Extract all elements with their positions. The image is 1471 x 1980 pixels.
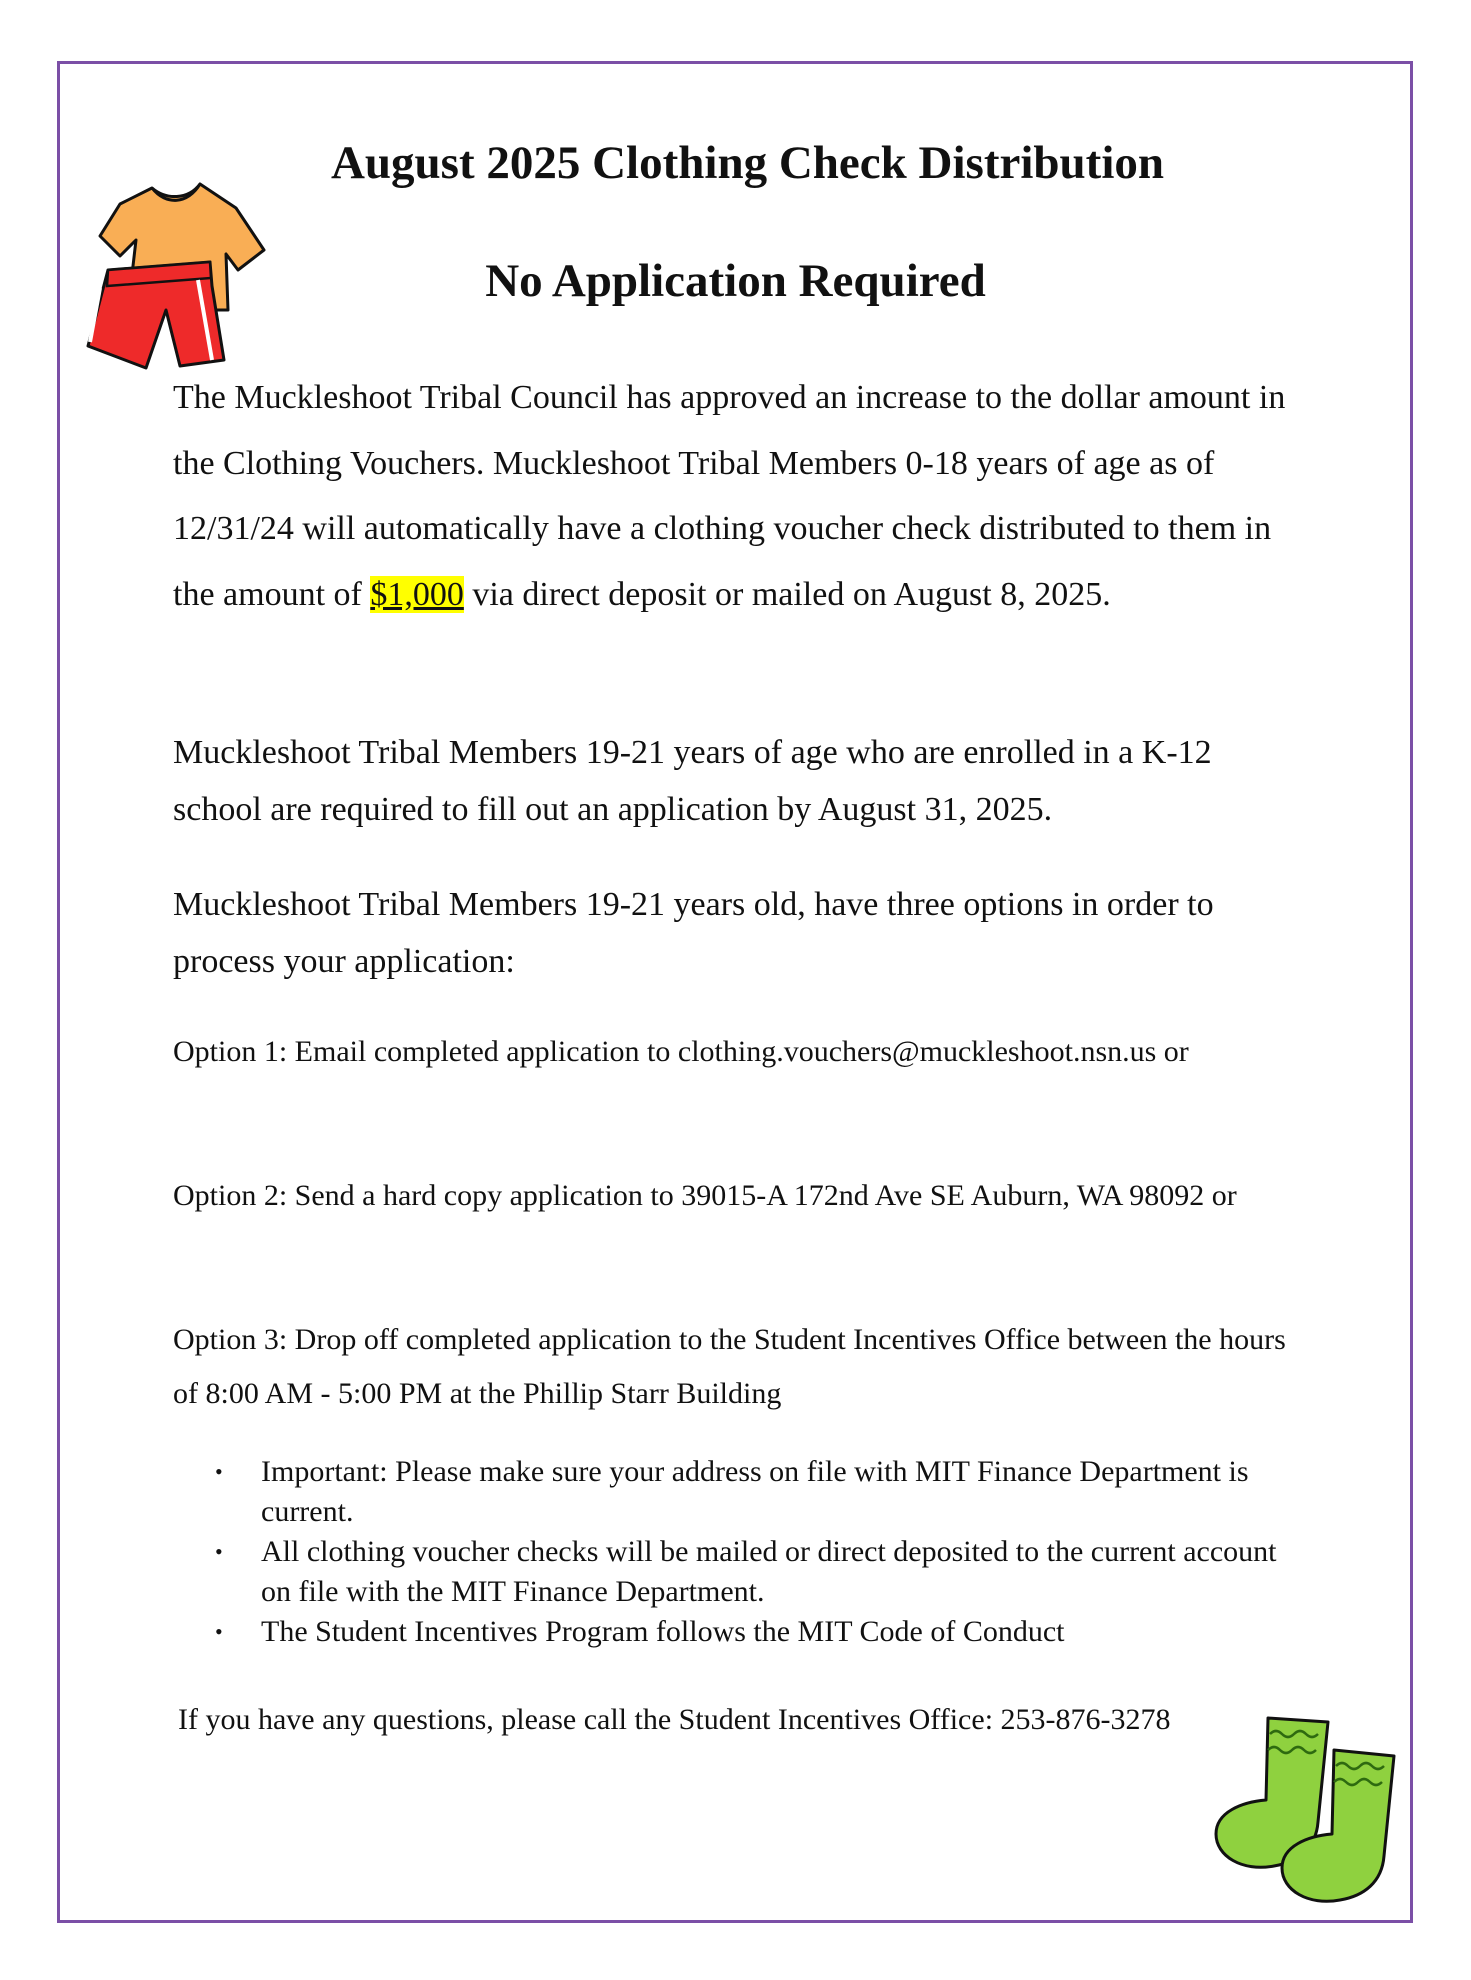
bullet-icon: • bbox=[215, 1619, 223, 1644]
bullet-icon: • bbox=[215, 1539, 223, 1564]
k12-notice: Muckleshoot Tribal Members 19-21 years of age who are enrolled in a K-12 school are required to fill out an application by August 31, 2025. bbox=[173, 734, 1212, 828]
list-item bbox=[210, 1612, 1310, 1652]
intro-text-end: via direct deposit or mailed on August 8, 2025. bbox=[463, 575, 1111, 613]
intro-paragraph bbox=[173, 365, 1303, 627]
voucher-amount: $1,000 bbox=[370, 575, 464, 613]
list-item bbox=[210, 1452, 1310, 1532]
option-drop-off: Option 3: Drop off completed application to the Student Incentives Office between the hours of 8:00 AM - 5:00 PM at the Phillip Starr Building bbox=[173, 1323, 1286, 1410]
note-conduct: The Student Incentives Program follows the MIT Code of Conduct bbox=[261, 1615, 1065, 1648]
options-intro: Muckleshoot Tribal Members 19-21 years old, have three options in order to process your application: bbox=[173, 886, 1214, 980]
socks-clipart bbox=[1212, 1710, 1432, 1920]
page-subtitle: No Application Required bbox=[485, 255, 986, 307]
note-delivery: All clothing voucher checks will be mailed or direct deposited to the current account on file with the MIT Finance Department. bbox=[261, 1535, 1277, 1608]
intro-text: The Muckleshoot Tribal Council has approved an increase to the dollar amount in the Clothing Vouchers. Muckleshoot Tribal Members 0-18 years of age as of 12/31/24 will automatically have a clothing voucher check distributed to them in the amount of bbox=[173, 379, 1286, 613]
option-email: Option 1: Email completed application to clothing.vouchers@muckleshoot.nsn.us or bbox=[173, 1035, 1189, 1068]
notes-list bbox=[210, 1452, 1310, 1652]
page-title: August 2025 Clothing Check Distribution bbox=[330, 137, 1165, 189]
socks-icon bbox=[1216, 1718, 1394, 1901]
bullet-icon: • bbox=[215, 1459, 223, 1484]
option-mail: Option 2: Send a hard copy application to 39015-A 172nd Ave SE Auburn, WA 98092 or bbox=[173, 1179, 1237, 1212]
note-address: Important: Please make sure your address on file with MIT Finance Department is current. bbox=[261, 1455, 1249, 1528]
list-item bbox=[210, 1532, 1310, 1612]
contact-line: If you have any questions, please call the Student Incentives Office: 253-876-3278 bbox=[178, 1703, 1171, 1736]
